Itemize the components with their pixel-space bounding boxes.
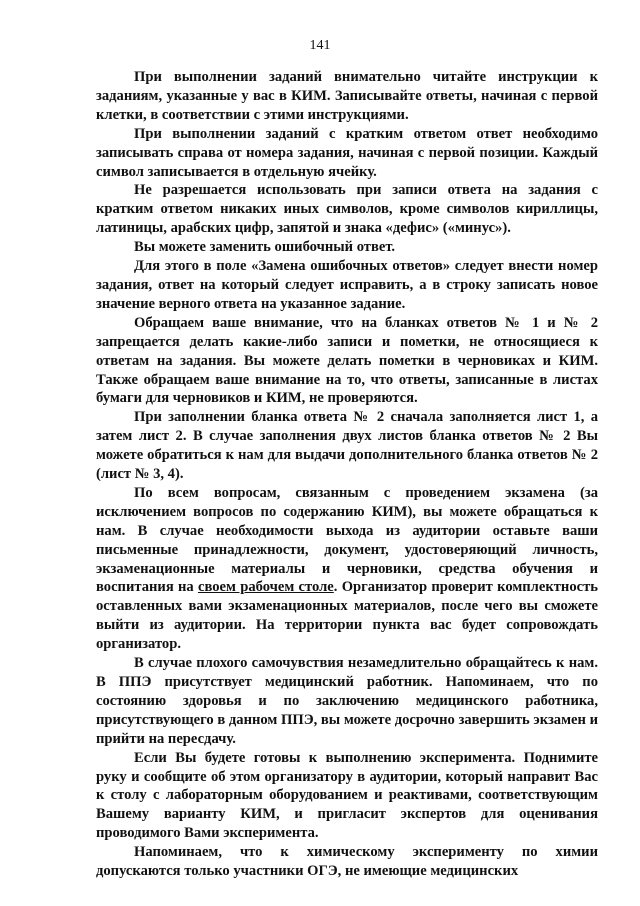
paragraph-reminder: Напоминаем, что к химическому эксперименту по химии допускаются только участники ОГЭ, не имеющие медицинских (96, 844, 598, 880)
underlined-phrase: своем рабочем столе (197, 579, 334, 596)
paragraph-short-answer: При выполнении заданий с кратким ответом ответ необходимо записывать справа от номера задания, начиная с первой позиции. Каждый символ записывается в отдельную ячейку. (96, 125, 598, 180)
paragraph-forms-marks: Обращаем ваше внимание, что на бланках ответов № 1 и № 2 запрещается делать какие-либо записи и пометки, не относящиеся к ответам на задания. Вы можете делать пометки в черновиках и КИМ. Также обращаем ваше внимание на то, что ответы, записанные в листах бумаги для черновиков и КИМ, не проверяются. (96, 314, 598, 407)
paragraph-form-2: При заполнении бланка ответа № 2 сначала заполняется лист 1, а затем лист 2. В случае заполнения двух листов бланка ответов № 2 Вы можете обратиться к нам для выдачи дополнительного бланка ответов № 2 (лист № 3, 4). (96, 409, 598, 483)
paragraph-questions-exit (96, 484, 598, 654)
paragraph-experiment: Если Вы будете готовы к выполнению эксперимента. Поднимите руку и сообщите об этом организатору в аудитории, который направит Вас к столу с лабораторным оборудованием и реактивами, соответствующим Вашему варианту КИМ, и пригласит экспертов для оценивания проводимого Вами эксперимента. (96, 749, 598, 842)
paragraph-instructions: При выполнении заданий внимательно читайте инструкции к заданиям, указанные у вас в КИМ. Записывайте ответы, начиная с первой клетки, в соответствии с этими инструкциями. (96, 69, 598, 123)
instruction-text (96, 68, 598, 881)
paragraph-health: В случае плохого самочувствия незамедлительно обращайтесь к нам. В ППЭ присутствует медицинский работник. Напоминаем, что по состоянию здоровья и по заключению медицинского работника, присутствующего в данном ППЭ, вы можете досрочно завершить экзамен и прийти на пересдачу. (96, 655, 598, 747)
paragraph-replace-field: Для этого в поле «Замена ошибочных ответов» следует внести номер задания, ответ на который следует исправить, а в строку записать новое значение верного ответа на указанное задание. (96, 258, 598, 312)
page-number: 141 (309, 38, 331, 53)
paragraph-questions-text: По всем вопросам, связанным с проведением экзамена (за исключением вопросов по содержанию КИМ), вы можете обращаться к нам. В случае необходимости выхода из аудитории оставьте ваши письменные принадлежности, документ, удостоверяющий личность, экзаменационные материалы и черновики, средства обучения и воспитания на (96, 484, 598, 596)
paragraph-allowed-symbols: Не разрешается использовать при записи ответа на задания с кратким ответом никаких иных символов, кроме символов кириллицы, латиницы, арабских цифр, запятой и знака «дефис» («минус»). (96, 182, 598, 237)
paragraph-questions-text-end: . Организатор проверит комплектность оставленных вами экзаменационных материалов, после чего вы сможете выйти из аудитории. На территории пункта вас будет сопровождать организатор. (96, 579, 598, 653)
paragraph-replace-answer: Вы можете заменить ошибочный ответ. (134, 239, 396, 256)
